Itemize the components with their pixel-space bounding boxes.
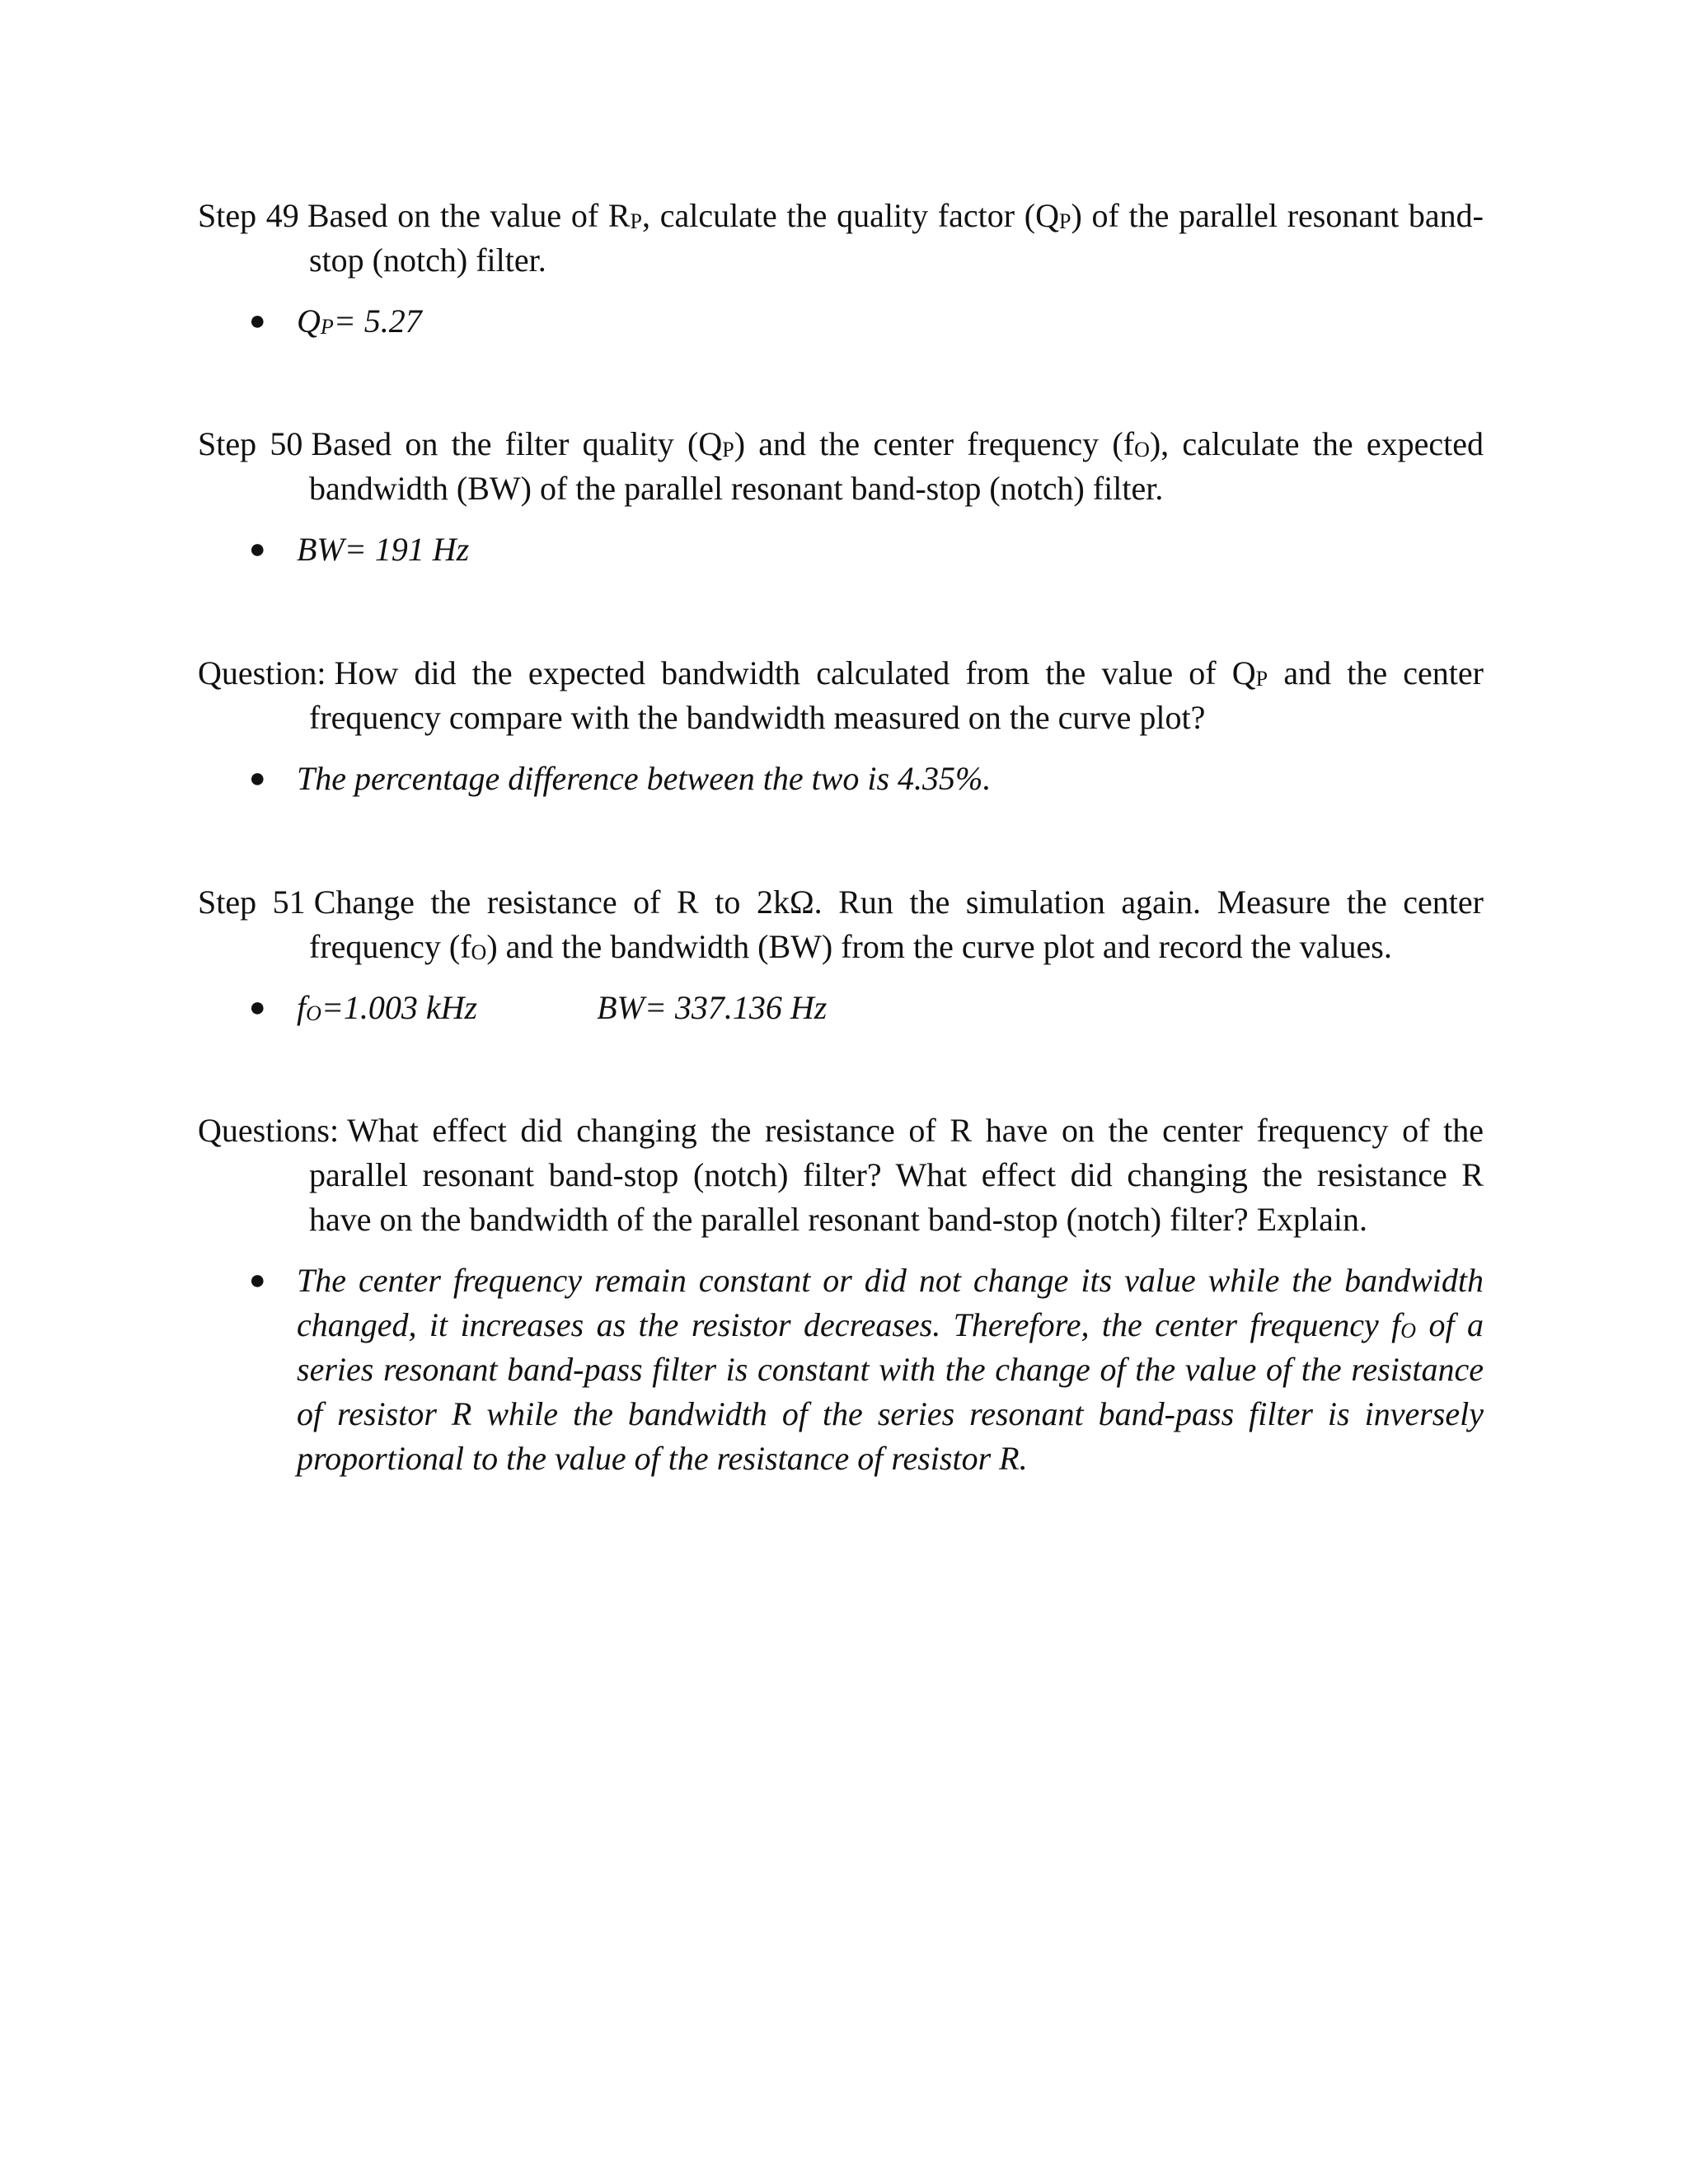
question-1-text: Question: How did the expected bandwidth calculated from the value of QP and the center frequency compare with the bandwidth measured on the curve plot? [198, 654, 1484, 736]
step-51-label: Step 51 [198, 883, 306, 921]
question-2-section [198, 1108, 1484, 1481]
step-51-section [198, 880, 1484, 1030]
question-1-label: Question: [198, 654, 326, 691]
step-49-label: Step 49 [198, 197, 299, 234]
center-frequency-value: fO=1.003 kHz [297, 989, 478, 1026]
step-51-answer [198, 986, 1484, 1030]
question-1-section [198, 651, 1484, 801]
step-50-instruction: Step 50 Based on the filter quality (QP) and the center frequency (fO), calculate the expected bandwidth (BW) of the parallel resonant band-stop (notch) filter. [198, 425, 1484, 507]
step-51-instruction: Step 51 Change the resistance of R to 2kΩ. Run the simulation again. Measure the center frequency (fO) and the bandwidth (BW) from the curve plot and record the values. [198, 883, 1484, 965]
bullet-icon: ● [249, 763, 266, 794]
step-50-label: Step 50 [198, 425, 303, 462]
step-50-section [198, 422, 1484, 572]
step-50-answer: ● BW= 191 Hz [198, 527, 1484, 572]
step-49-instruction: Step 49 Based on the value of RP, calculate the quality factor (QP) of the parallel resonant band-stop (notch) filter. [198, 197, 1484, 279]
bandwidth-value: BW= 337.136 Hz [597, 989, 828, 1026]
step-49-section [198, 194, 1484, 344]
bullet-icon: ● [249, 1265, 266, 1296]
question-2-label: Questions: [198, 1112, 340, 1149]
question-1-answer: ● The percentage difference between the two is 4.35%. [198, 757, 1484, 801]
bullet-icon: ● [249, 534, 266, 565]
question-2-answer: ● The center frequency remain constant or did not change its value while the bandwidth changed, it increases as the resistor decreases. Therefore, the center frequency fO of a series resonant band-pass filter is constant with the change of the value of the resistance of resistor R while the bandwidth of the series resonant band-pass filter is inversely proportional to the value of the resistance of resistor R. [198, 1258, 1484, 1481]
bullet-icon: ● [249, 992, 266, 1023]
question-2-text: Questions: What effect did changing the resistance of R have on the center frequency of the parallel resonant band-stop (notch) filter? What effect did changing the resistance R have on the bandwidth of the parallel resonant band-stop (notch) filter? Explain. [198, 1112, 1484, 1238]
step-49-answer: ● QP= 5.27 [198, 299, 1484, 344]
bullet-icon: ● [249, 306, 266, 336]
